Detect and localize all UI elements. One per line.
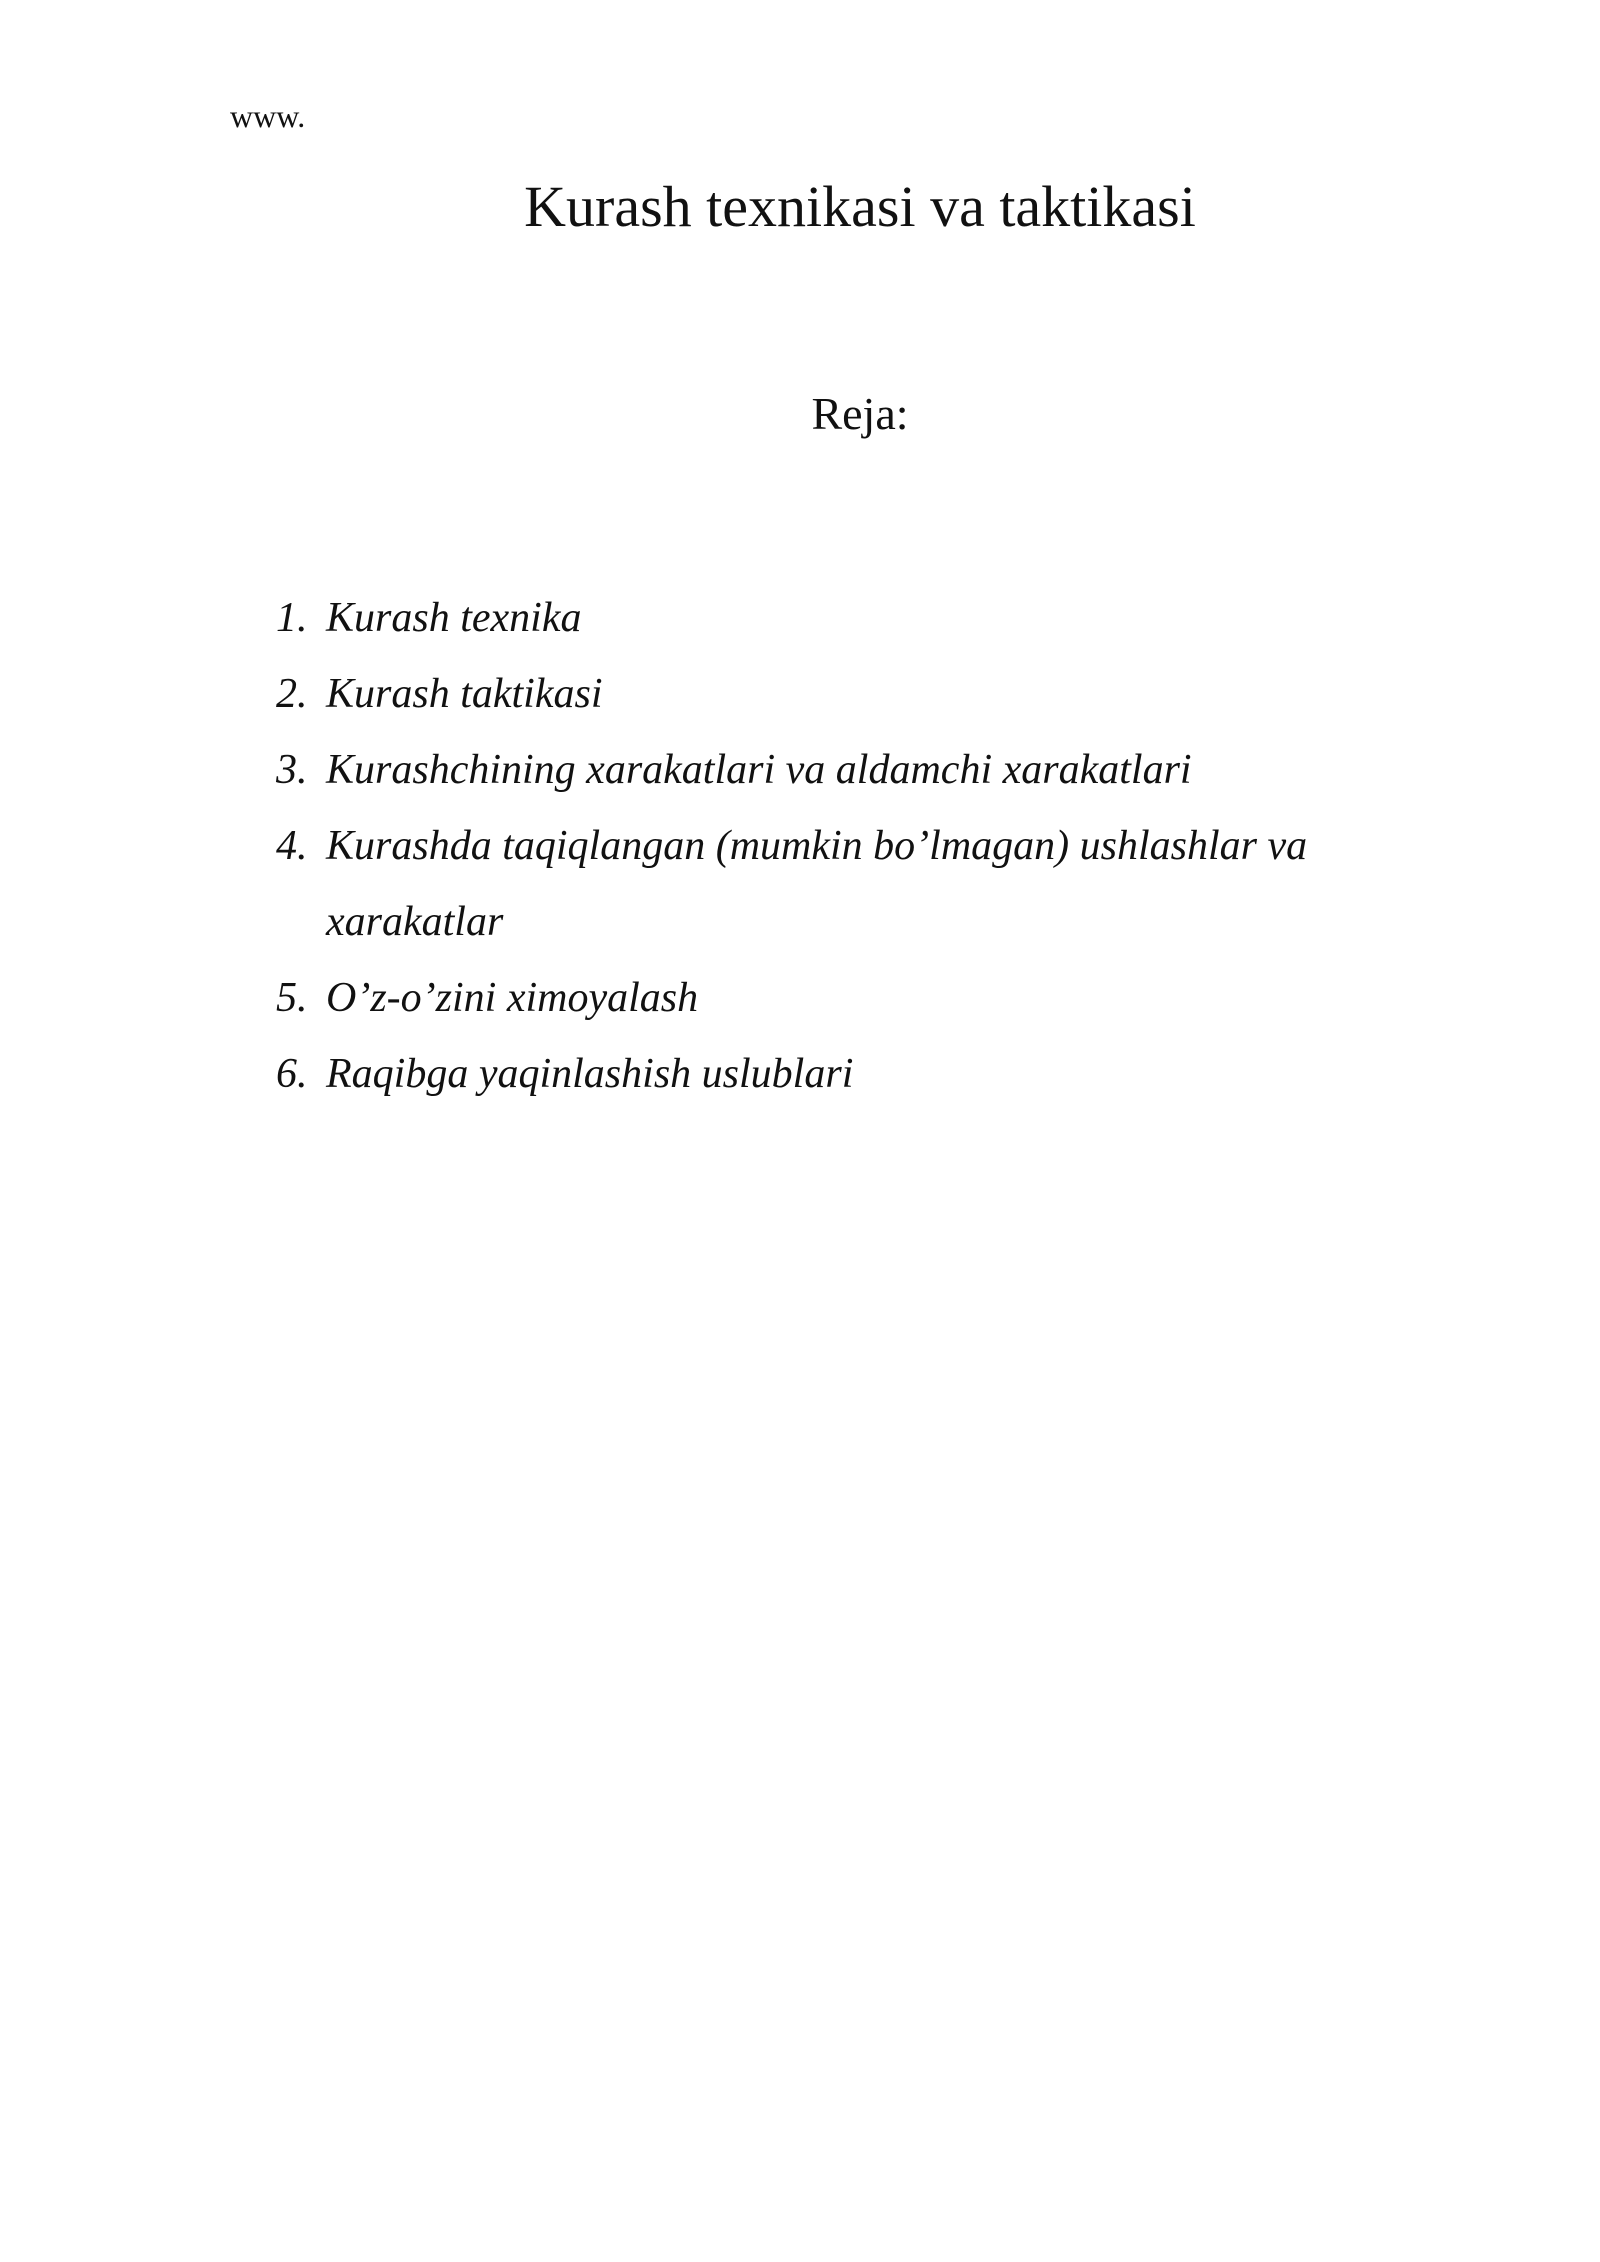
list-item	[276, 580, 1386, 656]
list-item	[276, 960, 1386, 1036]
list-item-text: O’z-o’zini ximoyalash	[326, 975, 699, 1021]
list-item-number: 1.	[276, 595, 308, 641]
page-title: Kurash texnikasi va taktikasi	[524, 174, 1196, 239]
list-item-text: Raqibga yaqinlashish uslublari	[326, 1051, 854, 1097]
header-url: www.	[230, 98, 306, 134]
list-item-text: Kurashchining xarakatlari va aldamchi xarakatlari	[326, 747, 1192, 793]
plan-list	[276, 580, 1386, 1112]
list-item-number: 3.	[276, 747, 308, 793]
list-item-number: 5.	[276, 975, 308, 1021]
list-item	[276, 1036, 1386, 1112]
plan-heading: Reja:	[811, 388, 909, 439]
list-item-text: Kurashda taqiqlangan (mumkin bo’lmagan) ushlashlar va xarakatlar	[326, 823, 1308, 945]
list-item	[276, 808, 1386, 960]
list-item-number: 4.	[276, 823, 308, 869]
list-item-text: Kurash texnika	[326, 595, 582, 641]
list-item-number: 6.	[276, 1051, 308, 1097]
list-item	[276, 732, 1386, 808]
list-item-number: 2.	[276, 671, 308, 717]
list-item	[276, 656, 1386, 732]
list-item-text: Kurash taktikasi	[326, 671, 603, 717]
